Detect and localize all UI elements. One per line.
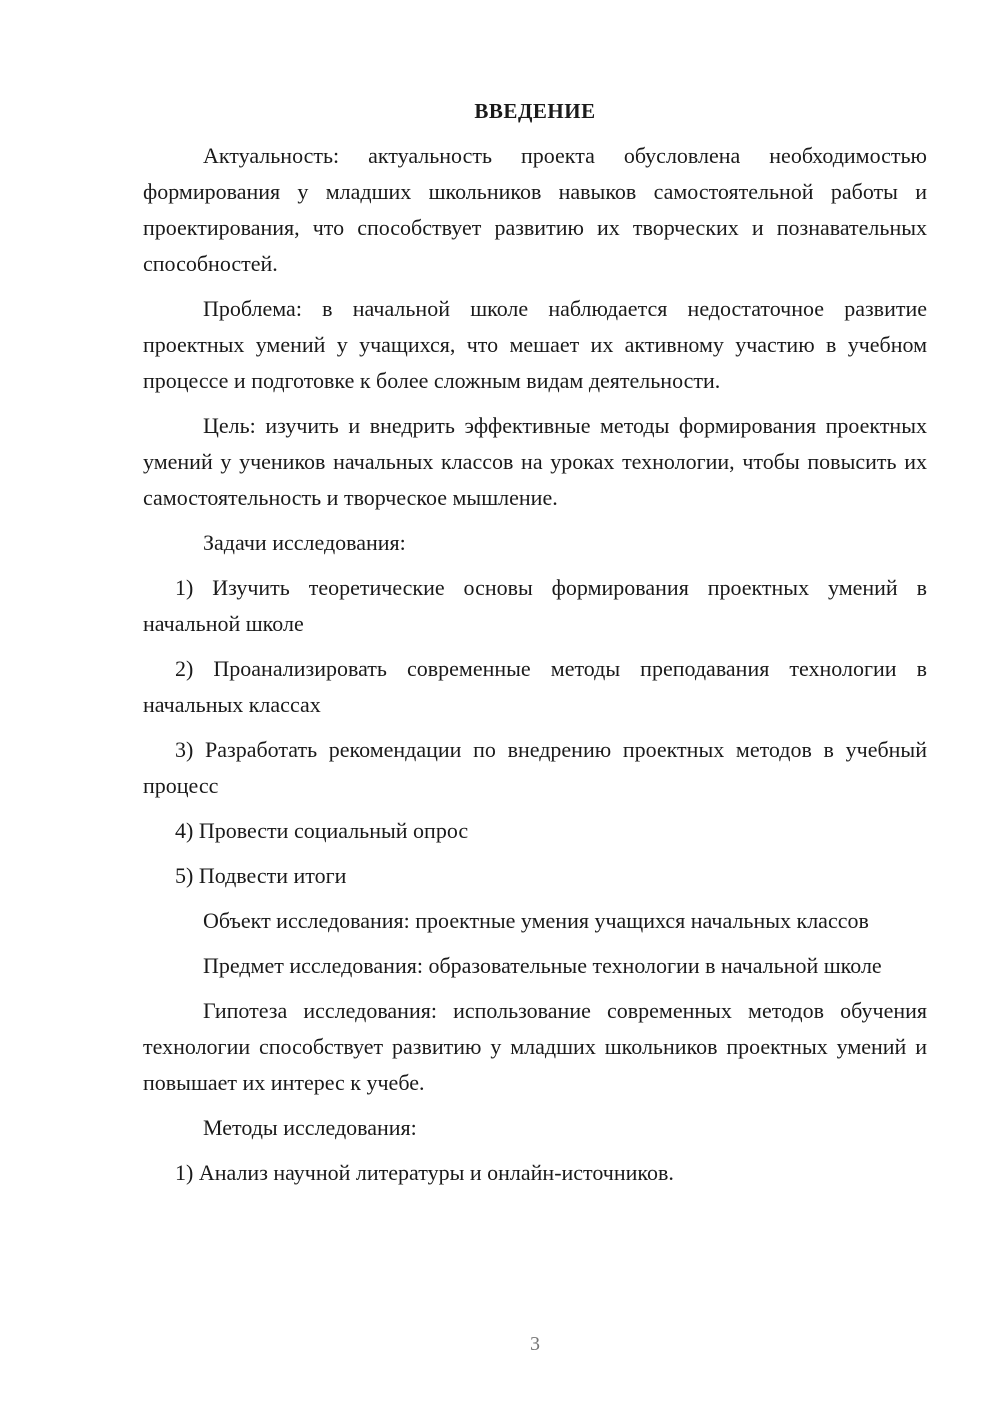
task-item: 2) Проанализировать современные методы преподавания технологии в начальных классах bbox=[143, 656, 927, 717]
relevance-paragraph: Актуальность: актуальность проекта обусловлена необходимостью формирования у младших школьников навыков самостоятельной работы и проектирования, что способствует развитию их творческих и познавательных способностей. bbox=[143, 143, 927, 276]
subject-paragraph: Предмет исследования: образовательные технологии в начальной школе bbox=[203, 953, 882, 978]
hypothesis-paragraph: Гипотеза исследования: использование современных методов обучения технологии способствует развитию у младших школьников проектных умений и повышает их интерес к учебе. bbox=[143, 998, 927, 1095]
methods-title: Методы исследования: bbox=[203, 1115, 417, 1140]
tasks-title: Задачи исследования: bbox=[203, 530, 406, 555]
task-item: 5) Подвести итоги bbox=[175, 863, 347, 888]
task-item: 4) Провести социальный опрос bbox=[175, 818, 469, 843]
goal-paragraph: Цель: изучить и внедрить эффективные методы формирования проектных умений у учеников начальных классов на уроках технологии, чтобы повысить их самостоятельность и творческое мышление. bbox=[143, 413, 927, 510]
task-item: 1) Изучить теоретические основы формирования проектных умений в начальной школе bbox=[143, 575, 927, 636]
page-content bbox=[143, 93, 927, 1200]
object-paragraph: Объект исследования: проектные умения учащихся начальных классов bbox=[203, 908, 869, 933]
method-item: 1) Анализ научной литературы и онлайн-источников. bbox=[175, 1160, 674, 1185]
problem-paragraph: Проблема: в начальной школе наблюдается недостаточное развитие проектных умений у учащихся, что мешает их активному участию в учебном процессе и подготовке к более сложным видам деятельности. bbox=[143, 296, 927, 393]
task-item: 3) Разработать рекомендации по внедрению проектных методов в учебный процесс bbox=[143, 737, 927, 798]
section-heading: ВВЕДЕНИЕ bbox=[474, 99, 596, 123]
page-number: 3 bbox=[530, 1333, 540, 1355]
